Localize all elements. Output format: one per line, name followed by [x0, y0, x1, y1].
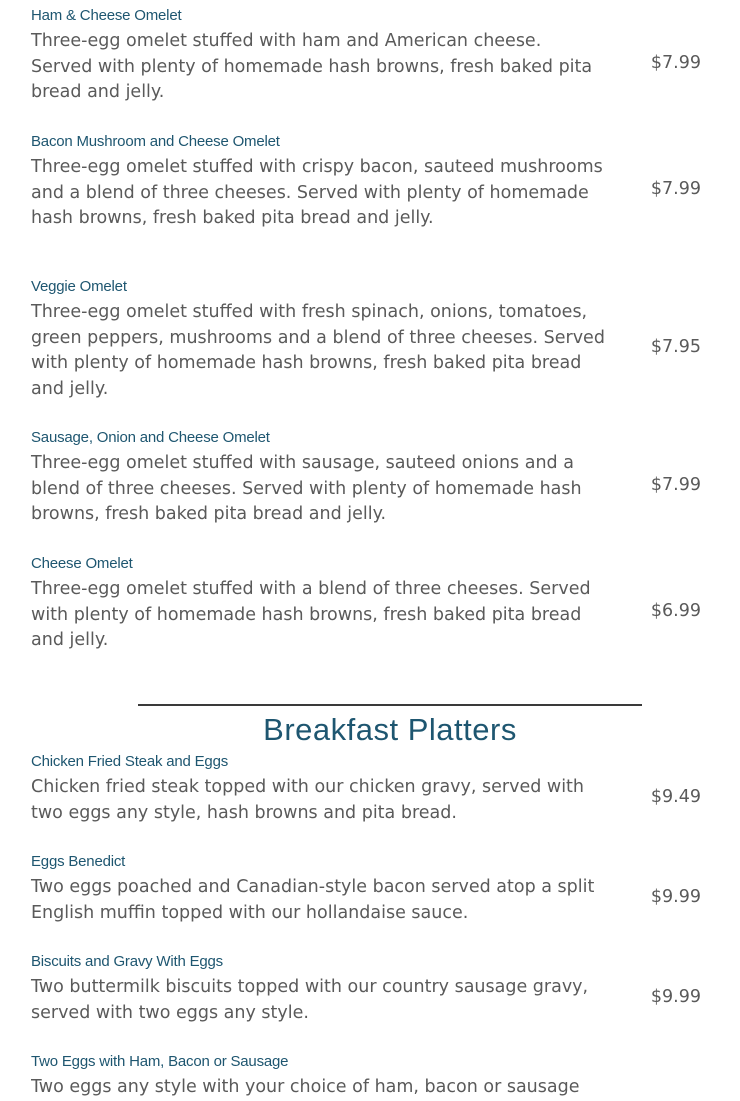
item-price: $7.99	[650, 475, 701, 495]
menu-item-veggie-omelet	[31, 277, 711, 402]
item-description: Chicken fried steak topped with our chicken gravy, served with two eggs any style, hash browns and pita bread.	[31, 777, 585, 823]
item-description: Three-egg omelet stuffed with ham and American cheese. Served with plenty of homemade hash browns, fresh baked pita bread and jelly.	[31, 31, 593, 102]
menu-item-eggs-benedict	[31, 852, 711, 926]
menu-item-biscuits-gravy-eggs	[31, 952, 711, 1026]
item-price: $9.49	[650, 787, 701, 807]
item-name: Veggie Omelet	[31, 278, 127, 295]
menu-item-chicken-fried-steak-eggs	[31, 752, 711, 826]
item-price: $9.99	[650, 887, 701, 907]
item-price: $7.95	[650, 337, 701, 357]
item-description: Three-egg omelet stuffed with crispy bacon, sauteed mushrooms and a blend of three cheeses. Served with plenty of homemade hash browns, fresh baked pita bread and jelly.	[31, 157, 603, 228]
item-price: $7.99	[650, 179, 701, 199]
section-title: Breakfast Platters	[263, 712, 517, 747]
item-name: Two Eggs with Ham, Bacon or Sausage	[31, 1053, 289, 1070]
item-description: Three-egg omelet stuffed with sausage, sauteed onions and a blend of three cheeses. Served with plenty of homemade hash browns, fresh baked pita bread and jelly.	[31, 453, 582, 524]
item-name: Biscuits and Gravy With Eggs	[31, 953, 223, 970]
menu-item-bacon-mushroom-cheese-omelet	[31, 132, 711, 232]
item-description: Two eggs poached and Canadian-style bacon served atop a split English muffin topped with our hollandaise sauce.	[31, 877, 595, 923]
item-name: Ham & Cheese Omelet	[31, 7, 182, 24]
section-divider	[138, 704, 642, 706]
item-price: $6.99	[650, 601, 701, 621]
item-description: Two buttermilk biscuits topped with our country sausage gravy, served with two eggs any style.	[31, 977, 589, 1023]
menu-item-cheese-omelet	[31, 554, 711, 654]
menu-item-ham-cheese-omelet	[31, 6, 711, 106]
item-description: Three-egg omelet stuffed with a blend of three cheeses. Served with plenty of homemade hash browns, fresh baked pita bread and jelly.	[31, 579, 591, 650]
menu-item-sausage-onion-cheese-omelet	[31, 428, 711, 528]
item-name: Sausage, Onion and Cheese Omelet	[31, 429, 270, 446]
item-name: Bacon Mushroom and Cheese Omelet	[31, 133, 280, 150]
item-name: Cheese Omelet	[31, 555, 133, 572]
item-name: Chicken Fried Steak and Eggs	[31, 753, 229, 770]
item-price: $7.99	[650, 53, 701, 73]
item-description: Two eggs any style with your choice of ham, bacon or sausage	[31, 1077, 580, 1097]
menu-item-two-eggs-meat	[31, 1052, 711, 1101]
item-price: $9.99	[650, 987, 701, 1007]
item-description: Three-egg omelet stuffed with fresh spinach, onions, tomatoes, green peppers, mushrooms and a blend of three cheeses. Served with plenty of homemade hash browns, fresh baked pita bread and jelly.	[31, 302, 605, 399]
item-name: Eggs Benedict	[31, 853, 126, 870]
